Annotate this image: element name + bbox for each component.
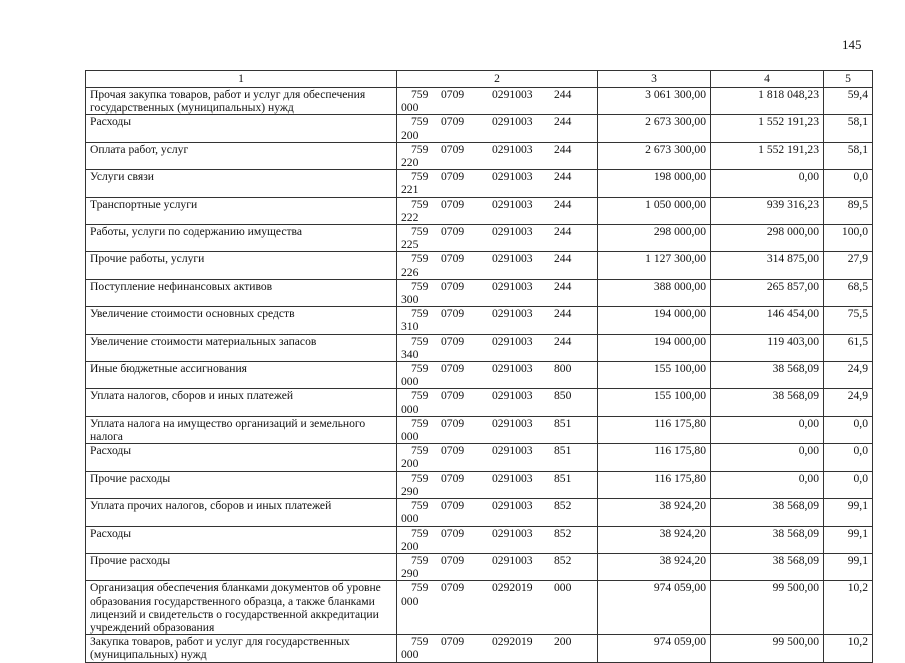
code-grbs: 759 bbox=[411, 252, 429, 266]
row-percent: 100,0 bbox=[824, 225, 873, 252]
row-name: Поступление нефинансовых активов bbox=[86, 279, 397, 306]
code-grbs: 759 bbox=[411, 88, 429, 101]
code-target: 0291003 bbox=[492, 142, 533, 156]
row-codes bbox=[397, 88, 598, 115]
code-section: 0709 bbox=[441, 471, 465, 485]
row-actual-value: 314 875,00 bbox=[711, 252, 824, 279]
row-codes bbox=[397, 362, 598, 389]
code-type: 244 bbox=[554, 334, 572, 348]
code-kosgu: 225 bbox=[401, 238, 419, 252]
code-type: 244 bbox=[554, 279, 572, 293]
code-target: 0291003 bbox=[492, 197, 533, 211]
row-name: Расходы bbox=[86, 526, 397, 553]
row-plan-value: 298 000,00 bbox=[598, 225, 711, 252]
row-percent: 24,9 bbox=[824, 362, 873, 389]
row-actual-value: 38 568,09 bbox=[711, 499, 824, 526]
code-section: 0709 bbox=[441, 115, 465, 129]
code-kosgu: 000 bbox=[401, 402, 419, 416]
row-percent: 10,2 bbox=[824, 581, 873, 635]
code-grbs: 759 bbox=[411, 635, 429, 649]
code-grbs: 759 bbox=[411, 499, 429, 513]
code-section: 0709 bbox=[441, 197, 465, 211]
table-row bbox=[86, 307, 873, 334]
row-percent: 58,1 bbox=[824, 142, 873, 169]
code-section: 0709 bbox=[441, 526, 465, 540]
code-section: 0709 bbox=[441, 416, 465, 430]
code-section: 0709 bbox=[441, 334, 465, 348]
code-grbs: 759 bbox=[411, 526, 429, 540]
code-section: 0709 bbox=[441, 252, 465, 266]
row-plan-value: 116 175,80 bbox=[598, 471, 711, 498]
code-type: 851 bbox=[554, 444, 572, 458]
page-number: 145 bbox=[842, 37, 862, 52]
row-codes bbox=[397, 553, 598, 580]
row-name: Уплата налогов, сборов и иных платежей bbox=[86, 389, 397, 416]
code-target: 0291003 bbox=[492, 416, 533, 430]
code-kosgu: 000 bbox=[401, 430, 419, 444]
row-codes bbox=[397, 334, 598, 361]
code-target: 0291003 bbox=[492, 362, 533, 376]
row-actual-value: 298 000,00 bbox=[711, 225, 824, 252]
code-grbs: 759 bbox=[411, 581, 429, 595]
code-section: 0709 bbox=[441, 553, 465, 567]
code-target: 0291003 bbox=[492, 526, 533, 540]
code-target: 0291003 bbox=[492, 471, 533, 485]
row-name: Прочая закупка товаров, работ и услуг для обеспечения государственных (муниципальных) нужд bbox=[86, 88, 397, 115]
code-kosgu: 310 bbox=[401, 320, 419, 334]
row-codes bbox=[397, 471, 598, 498]
header-col-5: 5 bbox=[824, 71, 873, 88]
code-kosgu: 222 bbox=[401, 210, 419, 224]
budget-table bbox=[85, 70, 873, 663]
row-name: Увеличение стоимости основных средств bbox=[86, 307, 397, 334]
table-row bbox=[86, 252, 873, 279]
row-codes bbox=[397, 499, 598, 526]
code-kosgu: 000 bbox=[401, 594, 419, 608]
row-percent: 61,5 bbox=[824, 334, 873, 361]
code-type: 244 bbox=[554, 115, 572, 129]
code-kosgu: 200 bbox=[401, 457, 419, 471]
code-grbs: 759 bbox=[411, 225, 429, 239]
code-type: 851 bbox=[554, 471, 572, 485]
code-target: 0291003 bbox=[492, 389, 533, 403]
row-codes bbox=[397, 389, 598, 416]
code-target: 0291003 bbox=[492, 307, 533, 321]
code-grbs: 759 bbox=[411, 471, 429, 485]
row-plan-value: 155 100,00 bbox=[598, 362, 711, 389]
table-row bbox=[86, 526, 873, 553]
code-section: 0709 bbox=[441, 279, 465, 293]
table-body bbox=[86, 88, 873, 663]
code-kosgu: 200 bbox=[401, 539, 419, 553]
row-percent: 27,9 bbox=[824, 252, 873, 279]
row-plan-value: 2 673 300,00 bbox=[598, 115, 711, 142]
code-kosgu: 340 bbox=[401, 347, 419, 361]
row-percent: 75,5 bbox=[824, 307, 873, 334]
code-target: 0291003 bbox=[492, 279, 533, 293]
code-type: 852 bbox=[554, 526, 572, 540]
code-kosgu: 000 bbox=[401, 101, 419, 115]
row-actual-value: 0,00 bbox=[711, 471, 824, 498]
row-name: Увеличение стоимости материальных запасов bbox=[86, 334, 397, 361]
row-percent: 24,9 bbox=[824, 389, 873, 416]
code-kosgu: 226 bbox=[401, 265, 419, 279]
code-grbs: 759 bbox=[411, 334, 429, 348]
table-row bbox=[86, 88, 873, 115]
code-type: 244 bbox=[554, 142, 572, 156]
code-type: 244 bbox=[554, 197, 572, 211]
row-codes bbox=[397, 170, 598, 197]
row-name: Расходы bbox=[86, 444, 397, 471]
row-codes bbox=[397, 142, 598, 169]
code-type: 851 bbox=[554, 416, 572, 430]
row-percent: 99,1 bbox=[824, 499, 873, 526]
code-target: 0291003 bbox=[492, 170, 533, 184]
code-grbs: 759 bbox=[411, 197, 429, 211]
row-percent: 0,0 bbox=[824, 471, 873, 498]
code-section: 0709 bbox=[441, 88, 465, 101]
table-row bbox=[86, 553, 873, 580]
code-target: 0291003 bbox=[492, 444, 533, 458]
row-plan-value: 194 000,00 bbox=[598, 334, 711, 361]
table-row bbox=[86, 444, 873, 471]
code-kosgu: 200 bbox=[401, 128, 419, 142]
table-row bbox=[86, 389, 873, 416]
code-kosgu: 290 bbox=[401, 484, 419, 498]
table-row bbox=[86, 197, 873, 224]
table-row bbox=[86, 225, 873, 252]
code-kosgu: 221 bbox=[401, 183, 419, 197]
row-codes bbox=[397, 635, 598, 662]
code-target: 0291003 bbox=[492, 334, 533, 348]
row-codes bbox=[397, 279, 598, 306]
code-type: 244 bbox=[554, 170, 572, 184]
row-actual-value: 119 403,00 bbox=[711, 334, 824, 361]
row-actual-value: 1 818 048,23 bbox=[711, 88, 824, 115]
table-row bbox=[86, 279, 873, 306]
row-codes bbox=[397, 197, 598, 224]
row-codes bbox=[397, 444, 598, 471]
row-actual-value: 1 552 191,23 bbox=[711, 115, 824, 142]
code-kosgu: 000 bbox=[401, 375, 419, 389]
row-actual-value: 1 552 191,23 bbox=[711, 142, 824, 169]
code-type: 244 bbox=[554, 252, 572, 266]
row-actual-value: 939 316,23 bbox=[711, 197, 824, 224]
code-section: 0709 bbox=[441, 362, 465, 376]
row-name: Услуги связи bbox=[86, 170, 397, 197]
row-codes bbox=[397, 307, 598, 334]
row-codes bbox=[397, 115, 598, 142]
row-name: Уплата прочих налогов, сборов и иных платежей bbox=[86, 499, 397, 526]
row-plan-value: 198 000,00 bbox=[598, 170, 711, 197]
code-kosgu: 000 bbox=[401, 512, 419, 526]
row-percent: 89,5 bbox=[824, 197, 873, 224]
code-kosgu: 000 bbox=[401, 648, 419, 662]
code-type: 850 bbox=[554, 389, 572, 403]
row-plan-value: 38 924,20 bbox=[598, 499, 711, 526]
row-actual-value: 146 454,00 bbox=[711, 307, 824, 334]
code-grbs: 759 bbox=[411, 115, 429, 129]
row-actual-value: 38 568,09 bbox=[711, 526, 824, 553]
row-name: Транспортные услуги bbox=[86, 197, 397, 224]
row-actual-value: 38 568,09 bbox=[711, 362, 824, 389]
header-col-1: 1 bbox=[86, 71, 397, 88]
row-name: Уплата налога на имущество организаций и земельного налога bbox=[86, 416, 397, 443]
row-name: Прочие расходы bbox=[86, 471, 397, 498]
row-actual-value: 99 500,00 bbox=[711, 581, 824, 635]
row-name: Закупка товаров, работ и услуг для государственных (муниципальных) нужд bbox=[86, 635, 397, 662]
row-codes bbox=[397, 252, 598, 279]
row-actual-value: 0,00 bbox=[711, 416, 824, 443]
code-grbs: 759 bbox=[411, 444, 429, 458]
code-type: 852 bbox=[554, 499, 572, 513]
code-type: 200 bbox=[554, 635, 572, 649]
row-plan-value: 3 061 300,00 bbox=[598, 88, 711, 115]
code-type: 244 bbox=[554, 88, 572, 101]
code-kosgu: 290 bbox=[401, 567, 419, 581]
row-percent: 10,2 bbox=[824, 635, 873, 662]
table-row bbox=[86, 471, 873, 498]
table-row bbox=[86, 142, 873, 169]
code-section: 0709 bbox=[441, 170, 465, 184]
row-plan-value: 116 175,80 bbox=[598, 416, 711, 443]
row-percent: 58,1 bbox=[824, 115, 873, 142]
header-col-4: 4 bbox=[711, 71, 824, 88]
code-grbs: 759 bbox=[411, 142, 429, 156]
code-section: 0709 bbox=[441, 389, 465, 403]
code-grbs: 759 bbox=[411, 553, 429, 567]
row-percent: 0,0 bbox=[824, 416, 873, 443]
code-grbs: 759 bbox=[411, 307, 429, 321]
row-plan-value: 388 000,00 bbox=[598, 279, 711, 306]
row-plan-value: 38 924,20 bbox=[598, 526, 711, 553]
row-actual-value: 99 500,00 bbox=[711, 635, 824, 662]
row-codes bbox=[397, 225, 598, 252]
row-codes bbox=[397, 581, 598, 635]
header-col-2: 2 bbox=[397, 71, 598, 88]
code-type: 800 bbox=[554, 362, 572, 376]
code-section: 0709 bbox=[441, 307, 465, 321]
code-type: 244 bbox=[554, 307, 572, 321]
code-section: 0709 bbox=[441, 499, 465, 513]
row-name: Иные бюджетные ассигнования bbox=[86, 362, 397, 389]
code-grbs: 759 bbox=[411, 389, 429, 403]
code-target: 0291003 bbox=[492, 115, 533, 129]
code-target: 0292019 bbox=[492, 635, 533, 649]
code-target: 0291003 bbox=[492, 553, 533, 567]
row-name: Работы, услуги по содержанию имущества bbox=[86, 225, 397, 252]
row-plan-value: 1 050 000,00 bbox=[598, 197, 711, 224]
code-section: 0709 bbox=[441, 635, 465, 649]
code-target: 0291003 bbox=[492, 499, 533, 513]
table-row bbox=[86, 334, 873, 361]
row-name: Оплата работ, услуг bbox=[86, 142, 397, 169]
row-codes bbox=[397, 416, 598, 443]
code-target: 0291003 bbox=[492, 252, 533, 266]
row-percent: 0,0 bbox=[824, 170, 873, 197]
code-grbs: 759 bbox=[411, 170, 429, 184]
code-type: 244 bbox=[554, 225, 572, 239]
row-plan-value: 116 175,80 bbox=[598, 444, 711, 471]
code-section: 0709 bbox=[441, 142, 465, 156]
code-grbs: 759 bbox=[411, 416, 429, 430]
row-actual-value: 38 568,09 bbox=[711, 553, 824, 580]
code-section: 0709 bbox=[441, 444, 465, 458]
code-grbs: 759 bbox=[411, 362, 429, 376]
code-grbs: 759 bbox=[411, 279, 429, 293]
row-percent: 59,4 bbox=[824, 88, 873, 115]
table-row bbox=[86, 416, 873, 443]
row-plan-value: 2 673 300,00 bbox=[598, 142, 711, 169]
code-section: 0709 bbox=[441, 581, 465, 595]
code-section: 0709 bbox=[441, 225, 465, 239]
table-row bbox=[86, 635, 873, 662]
row-actual-value: 0,00 bbox=[711, 444, 824, 471]
table-row bbox=[86, 170, 873, 197]
row-plan-value: 38 924,20 bbox=[598, 553, 711, 580]
row-percent: 0,0 bbox=[824, 444, 873, 471]
code-target: 0292019 bbox=[492, 581, 533, 595]
header-col-3: 3 bbox=[598, 71, 711, 88]
row-plan-value: 974 059,00 bbox=[598, 635, 711, 662]
code-type: 852 bbox=[554, 553, 572, 567]
row-actual-value: 0,00 bbox=[711, 170, 824, 197]
header-row bbox=[86, 71, 873, 88]
table-row bbox=[86, 362, 873, 389]
row-plan-value: 155 100,00 bbox=[598, 389, 711, 416]
code-kosgu: 220 bbox=[401, 156, 419, 170]
row-actual-value: 38 568,09 bbox=[711, 389, 824, 416]
row-percent: 99,1 bbox=[824, 553, 873, 580]
row-plan-value: 1 127 300,00 bbox=[598, 252, 711, 279]
row-percent: 99,1 bbox=[824, 526, 873, 553]
code-target: 0291003 bbox=[492, 88, 533, 101]
code-target: 0291003 bbox=[492, 225, 533, 239]
code-type: 000 bbox=[554, 581, 572, 595]
row-percent: 68,5 bbox=[824, 279, 873, 306]
row-plan-value: 974 059,00 bbox=[598, 581, 711, 635]
row-name: Прочие расходы bbox=[86, 553, 397, 580]
table-row bbox=[86, 499, 873, 526]
row-codes bbox=[397, 526, 598, 553]
row-name: Расходы bbox=[86, 115, 397, 142]
table-row bbox=[86, 581, 873, 635]
row-plan-value: 194 000,00 bbox=[598, 307, 711, 334]
row-actual-value: 265 857,00 bbox=[711, 279, 824, 306]
code-kosgu: 300 bbox=[401, 293, 419, 307]
row-name: Прочие работы, услуги bbox=[86, 252, 397, 279]
row-name: Организация обеспечения бланками документов об уровне образования государственного образца, а также бланками лицензий и свидетельств о государственной аккредитации учреждений образования bbox=[86, 581, 397, 635]
table-row bbox=[86, 115, 873, 142]
